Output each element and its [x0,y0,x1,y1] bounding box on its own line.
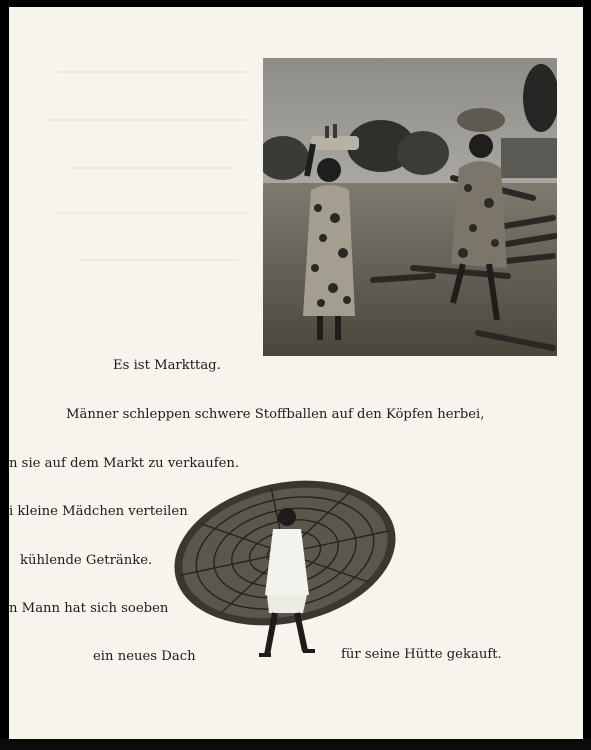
thatched-roof-illustration [169,465,401,665]
man-with-roof-image [169,465,401,665]
scan-edge [0,739,591,750]
text-line-maedchen: i kleine Mädchen verteilen [9,504,188,519]
text-line-dach: ein neues Dach [93,649,196,664]
show-through-mark [47,119,247,121]
show-through-mark [57,71,247,73]
market-girls-illustration [263,58,557,356]
market-girls-photo [263,58,557,356]
show-through-mark [67,167,237,169]
text-line-maenner: Männer schleppen schwere Stoffballen auf den Köpfen herbei, [66,407,485,422]
text-line-mann: n Mann hat sich soeben [9,601,169,616]
text-line-verkaufen: n sie auf dem Markt zu verkaufen. [9,456,240,471]
show-through-mark [54,212,249,214]
show-through-mark [79,259,239,261]
text-line-markttag: Es ist Markttag. [113,358,221,373]
text-line-getraenke: kühlende Getränke. [20,553,153,568]
book-page [9,7,583,739]
text-line-huette: für seine Hütte gekauft. [341,647,502,662]
